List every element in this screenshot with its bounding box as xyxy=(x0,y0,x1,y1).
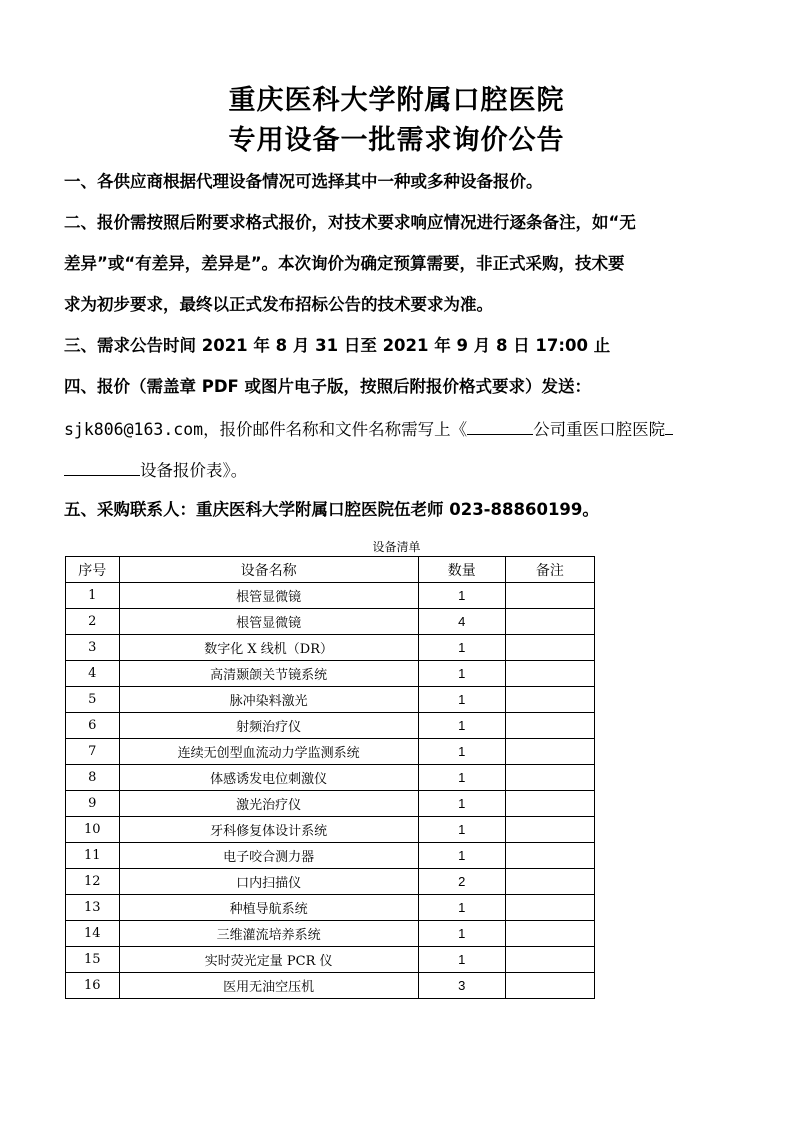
cell-note xyxy=(505,687,594,713)
cell-number: 13 xyxy=(66,895,120,921)
equipment-table xyxy=(65,556,595,999)
cell-note xyxy=(505,843,594,869)
cell-note xyxy=(505,765,594,791)
cell-note xyxy=(505,895,594,921)
cell-number: 7 xyxy=(66,739,120,765)
cell-number: 1 xyxy=(66,583,120,609)
cell-name: 电子咬合测力器 xyxy=(119,843,418,869)
paragraph-4-line-1: 四、报价（需盖章 PDF 或图片电子版，按照后附报价格式要求）发送： xyxy=(64,377,592,396)
cell-quantity: 1 xyxy=(418,843,505,869)
table-row xyxy=(66,921,595,947)
cell-quantity: 1 xyxy=(418,739,505,765)
cell-note xyxy=(505,791,594,817)
cell-quantity: 2 xyxy=(418,869,505,895)
cell-number: 5 xyxy=(66,687,120,713)
paragraph-4-text-end: 设备报价表》。 xyxy=(140,461,248,480)
table-row xyxy=(66,817,595,843)
blank-underline xyxy=(467,418,533,435)
cell-number: 2 xyxy=(66,609,120,635)
cell-note xyxy=(505,609,594,635)
cell-note xyxy=(505,817,594,843)
cell-number: 9 xyxy=(66,791,120,817)
table-row xyxy=(66,609,595,635)
cell-note xyxy=(505,661,594,687)
cell-name: 根管显微镜 xyxy=(119,609,418,635)
cell-name: 种植导航系统 xyxy=(119,895,418,921)
header-note: 备注 xyxy=(505,557,594,583)
cell-quantity: 1 xyxy=(418,791,505,817)
cell-quantity: 1 xyxy=(418,713,505,739)
cell-quantity: 4 xyxy=(418,609,505,635)
cell-name: 实时荧光定量 PCR 仪 xyxy=(119,947,418,973)
header-name: 设备名称 xyxy=(119,557,418,583)
cell-note xyxy=(505,973,594,999)
blank-underline xyxy=(665,418,673,435)
table-row xyxy=(66,973,595,999)
paragraph-3: 三、需求公告时间 2021 年 8 月 31 日至 2021 年 9 月 8 日 17:00 止 xyxy=(64,336,611,355)
table-row xyxy=(66,947,595,973)
cell-number: 10 xyxy=(66,817,120,843)
table-header-row xyxy=(66,557,595,583)
table-row xyxy=(66,635,595,661)
cell-quantity: 1 xyxy=(418,947,505,973)
cell-note xyxy=(505,635,594,661)
cell-number: 3 xyxy=(66,635,120,661)
cell-note xyxy=(505,739,594,765)
paragraph-2-line-3: 求为初步要求，最终以正式发布招标公告的技术要求为准。 xyxy=(64,295,493,314)
paragraph-1: 一、各供应商根据代理设备情况可选择其中一种或多种设备报价。 xyxy=(64,172,543,191)
cell-note xyxy=(505,583,594,609)
table-row xyxy=(66,583,595,609)
paragraph-2-line-2: 差异”或“有差异，差异是”。本次询价为确定预算需要，非正式采购，技术要 xyxy=(64,254,625,273)
cell-name: 射频治疗仪 xyxy=(119,713,418,739)
cell-note xyxy=(505,947,594,973)
cell-note xyxy=(505,921,594,947)
cell-quantity: 1 xyxy=(418,765,505,791)
table-row xyxy=(66,713,595,739)
cell-note xyxy=(505,869,594,895)
cell-name: 三维灌流培养系统 xyxy=(119,921,418,947)
paragraph-5: 五、采购联系人：重庆医科大学附属口腔医院伍老师 023-88860199。 xyxy=(64,500,599,519)
cell-name: 高清颞颌关节镜系统 xyxy=(119,661,418,687)
cell-name: 体感诱发电位刺激仪 xyxy=(119,765,418,791)
cell-number: 6 xyxy=(66,713,120,739)
cell-quantity: 1 xyxy=(418,661,505,687)
cell-name: 脉冲染料激光 xyxy=(119,687,418,713)
table-row xyxy=(66,869,595,895)
email-address: sjk806@163.com xyxy=(64,420,204,439)
cell-quantity: 1 xyxy=(418,817,505,843)
blank-underline xyxy=(64,459,140,476)
cell-quantity: 1 xyxy=(418,635,505,661)
cell-name: 医用无油空压机 xyxy=(119,973,418,999)
document-title: 重庆医科大学附属口腔医院 xyxy=(228,85,565,116)
paragraph-4-line-3 xyxy=(64,459,734,481)
table-row xyxy=(66,687,595,713)
header-quantity: 数量 xyxy=(418,557,505,583)
paragraph-2-line-1: 二、报价需按照后附要求格式报价，对技术要求响应情况进行逐条备注，如“无 xyxy=(64,213,636,232)
cell-number: 14 xyxy=(66,921,120,947)
cell-number: 12 xyxy=(66,869,120,895)
table-row xyxy=(66,765,595,791)
document-subtitle: 专用设备一批需求询价公告 xyxy=(228,125,565,156)
cell-number: 8 xyxy=(66,765,120,791)
table-caption: 设备清单 xyxy=(372,540,421,554)
cell-name: 数字化 X 线机（DR） xyxy=(119,635,418,661)
cell-number: 4 xyxy=(66,661,120,687)
cell-number: 16 xyxy=(66,973,120,999)
cell-number: 15 xyxy=(66,947,120,973)
header-number: 序号 xyxy=(66,557,120,583)
table-row xyxy=(66,739,595,765)
cell-quantity: 1 xyxy=(418,921,505,947)
cell-number: 11 xyxy=(66,843,120,869)
cell-quantity: 1 xyxy=(418,583,505,609)
cell-name: 牙科修复体设计系统 xyxy=(119,817,418,843)
table-body xyxy=(66,583,595,999)
cell-quantity: 1 xyxy=(418,895,505,921)
table-row xyxy=(66,791,595,817)
cell-note xyxy=(505,713,594,739)
table-row xyxy=(66,661,595,687)
cell-name: 根管显微镜 xyxy=(119,583,418,609)
cell-quantity: 1 xyxy=(418,687,505,713)
paragraph-4-company: 公司重医口腔医院 xyxy=(533,420,666,439)
table-row xyxy=(66,843,595,869)
cell-quantity: 3 xyxy=(418,973,505,999)
paragraph-4-text: ，报价邮件名称和文件名称需写上《 xyxy=(203,420,468,439)
cell-name: 激光治疗仪 xyxy=(119,791,418,817)
paragraph-4-line-2 xyxy=(64,418,734,440)
table-row xyxy=(66,895,595,921)
cell-name: 连续无创型血流动力学监测系统 xyxy=(119,739,418,765)
cell-name: 口内扫描仪 xyxy=(119,869,418,895)
